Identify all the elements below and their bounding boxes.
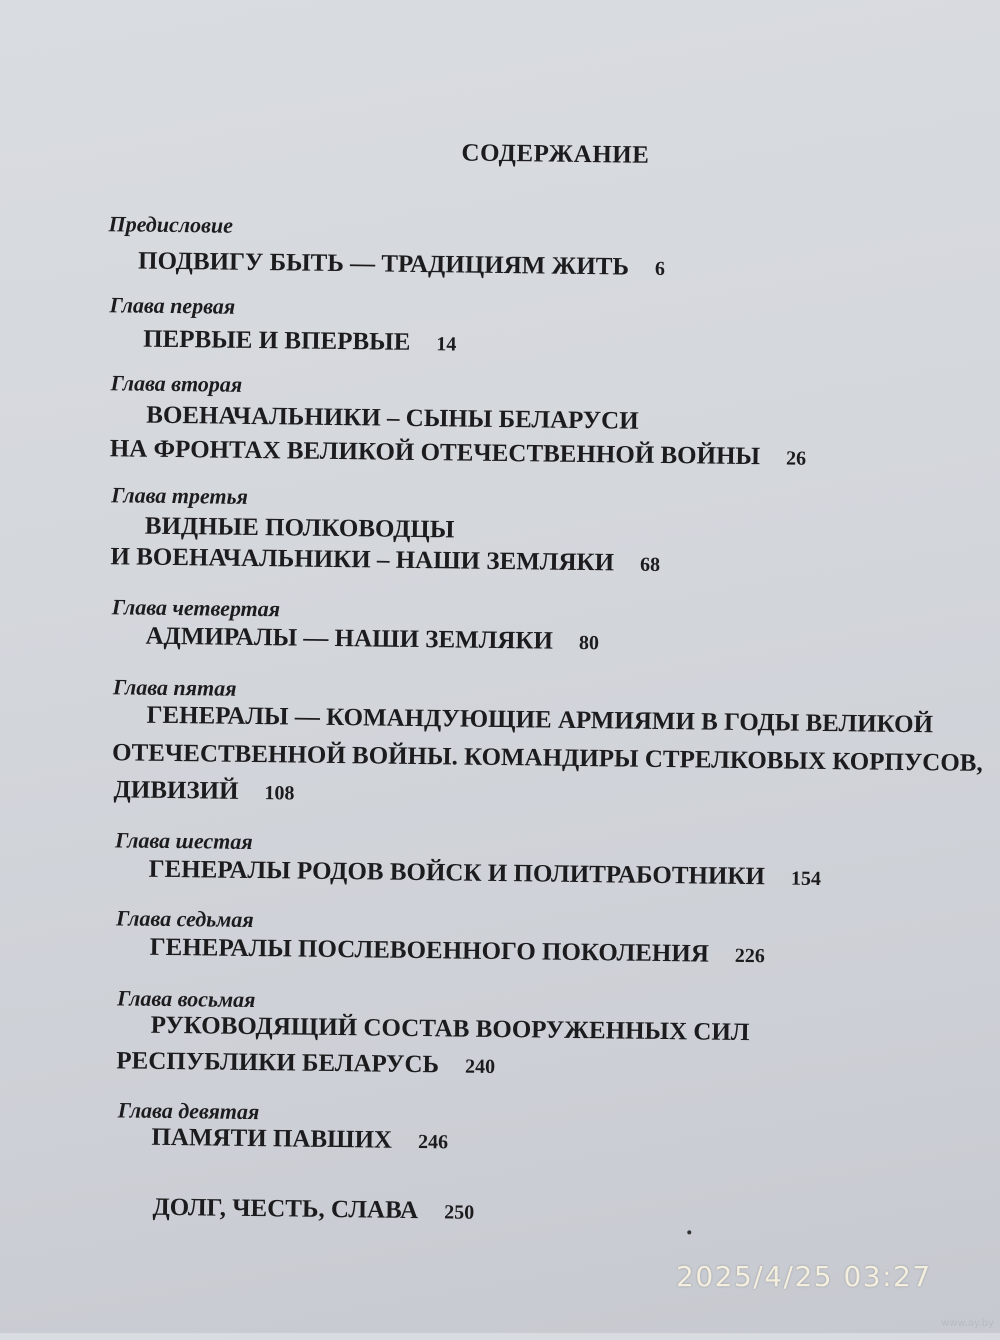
toc-entry-ch2-line2 <box>110 435 807 472</box>
toc-entry-text: ПОДВИГУ БЫТЬ — ТРАДИЦИЯМ ЖИТЬ <box>137 247 630 281</box>
toc-page-number: 250 <box>444 1201 475 1224</box>
toc-page-number: 80 <box>578 631 600 655</box>
toc-label-ch2: Глава вторая <box>110 370 243 397</box>
toc-label-ch3: Глава третья <box>111 482 249 509</box>
toc-entry-text: ГЕНЕРАЛЫ ПОСЛЕВОЕННОГО ПОКОЛЕНИЯ <box>149 933 710 968</box>
toc-entry-ch1 <box>143 326 457 358</box>
toc-entry-text: ВОЕНАЧАЛЬНИКИ – СЫНЫ БЕЛАРУСИ <box>146 401 639 435</box>
toc-entry-text: НА ФРОНТАХ ВЕЛИКОЙ ОТЕЧЕСТВЕННОЙ ВОЙНЫ <box>109 435 761 471</box>
toc-page-number: 226 <box>734 944 765 968</box>
toc-page-number: 68 <box>639 553 661 576</box>
toc-entry-ch3-line1 <box>145 513 455 545</box>
toc-page-number: 14 <box>436 333 457 356</box>
toc-entry-text: РУКОВОДЯЩИЙ СОСТАВ ВООРУЖЕННЫХ СИЛ <box>150 1011 750 1047</box>
toc-entry-text: ПЕРВЫЕ И ВПЕРВЫЕ <box>142 325 411 356</box>
toc-entry-text: ВИДНЫЕ ПОЛКОВОДЦЫ <box>144 512 455 544</box>
toc-entry-text: ОТЕЧЕСТВЕННОЙ ВОЙНЫ. КОМАНДИРЫ СТРЕЛКОВЫХ КОРПУСОВ, <box>111 739 983 777</box>
toc-page-number: 240 <box>464 1055 496 1078</box>
toc-entry-ch2-line1 <box>146 402 639 436</box>
toc-label-ch9: Глава девятая <box>117 1097 260 1125</box>
toc-label-ch7: Глава седьмая <box>115 905 254 933</box>
toc-entry-text: РЕСПУБЛИКИ БЕЛАРУСЬ <box>116 1047 440 1079</box>
photo-timestamp: 2025/4/25 03:27 <box>676 1260 932 1293</box>
toc-label-ch8: Глава восьмая <box>116 985 256 1013</box>
toc-entry-text: И ВОЕНАЧАЛЬНИКИ – НАШИ ЗЕМЛЯКИ <box>110 543 615 577</box>
toc-entry-ch9 <box>151 1124 448 1156</box>
toc-page-number: 154 <box>790 867 822 890</box>
toc-page-number: 26 <box>785 447 807 470</box>
toc-entry-text: АДМИРАЛЫ — НАШИ ЗЕМЛЯКИ <box>145 622 554 655</box>
toc-entry-ch8-line1 <box>151 1012 750 1047</box>
toc-label-ch4: Глава четвертая <box>111 594 281 622</box>
toc-entry-ch6 <box>149 856 822 892</box>
toc-entry-text: ГЕНЕРАЛЫ — КОМАНДУЮЩИЕ АРМИЯМИ В ГОДЫ ВЕЛИКОЙ <box>146 701 934 739</box>
watermark: www.ay.by <box>941 1318 994 1329</box>
toc-entry-ch4 <box>145 623 599 657</box>
toc-entry-ch8-line2 <box>116 1047 495 1080</box>
toc-entry-text: ГЕНЕРАЛЫ РОДОВ ВОЙСК И ПОЛИТРАБОТНИКИ <box>148 855 766 891</box>
toc-page-number: 246 <box>417 1131 449 1154</box>
toc-entry-ch3-line2 <box>110 543 660 578</box>
toc-entry-text: ПАМЯТИ ПАВШИХ <box>151 1123 393 1154</box>
toc-label-ch1: Глава первая <box>109 292 236 319</box>
toc-entry-text: ДОЛГ, ЧЕСТЬ, СЛАВА <box>152 1193 419 1225</box>
toc-entry-preface <box>138 248 665 282</box>
toc-entry-ch7 <box>150 934 765 970</box>
toc-entry-final <box>152 1194 474 1226</box>
toc-entry-ch5-line2 <box>112 739 983 778</box>
page-title: СОДЕРЖАНИЕ <box>461 139 650 169</box>
toc-entry-ch5-line1 <box>146 702 933 740</box>
toc-label-ch6: Глава шестая <box>114 827 253 854</box>
toc-entry-ch5-line3 <box>113 776 294 806</box>
toc-page-number: 108 <box>264 782 295 805</box>
toc-entry-text: ДИВИЗИЙ <box>113 776 239 805</box>
toc-label-ch5: Глава пятая <box>112 674 237 701</box>
toc-label-preface: Предисловие <box>108 211 234 238</box>
speck-dot <box>687 1230 691 1234</box>
toc-page-number: 6 <box>654 257 666 280</box>
